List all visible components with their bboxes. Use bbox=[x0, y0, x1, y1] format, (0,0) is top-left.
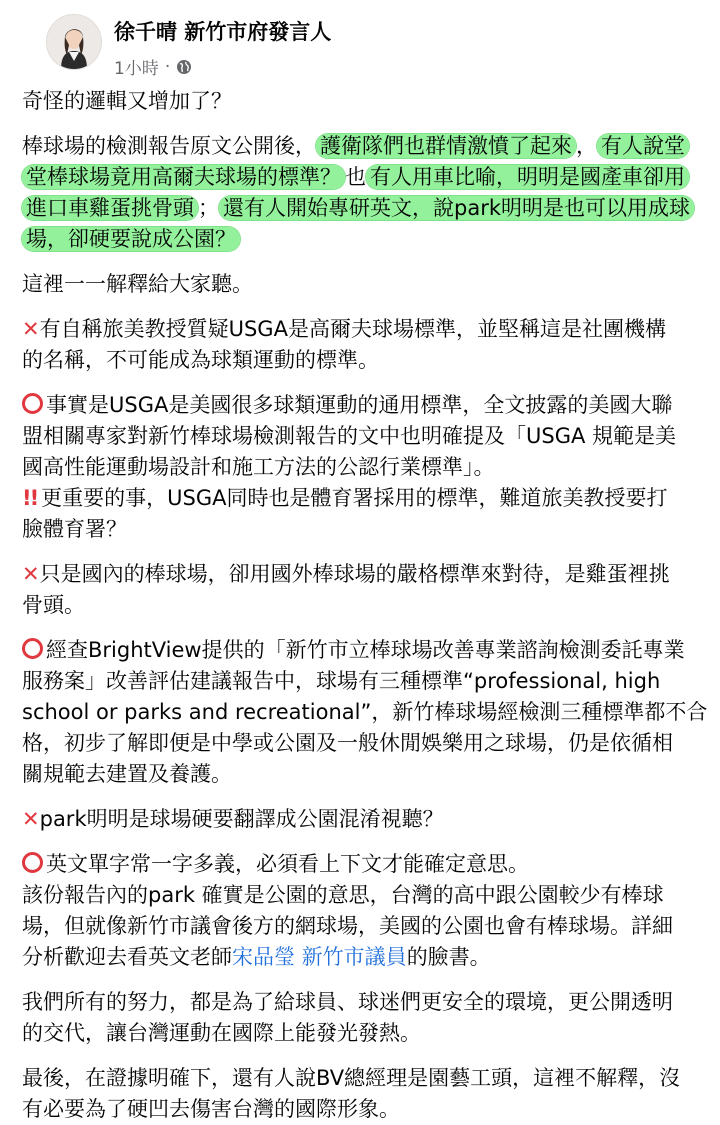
text-line bbox=[22, 849, 702, 880]
paragraph-effort bbox=[22, 987, 702, 1049]
post-body bbox=[22, 86, 708, 1125]
post-meta bbox=[114, 54, 192, 79]
text-line bbox=[22, 314, 702, 345]
text-segment: 有自稱旅美教授質疑USGA是高爾夫球場標準，並堅稱這是社團機構 bbox=[39, 317, 666, 341]
text-line bbox=[22, 162, 702, 193]
text-line: 的名稱，不可能成為球類運動的標準。 bbox=[22, 348, 379, 372]
avatar[interactable] bbox=[46, 14, 102, 70]
text-line: 該份報告內的park 確實是公園的意思，台灣的高中跟公園較少有棒球 bbox=[22, 883, 664, 907]
globe-icon[interactable] bbox=[176, 59, 192, 75]
paragraph-fact-brightview bbox=[22, 635, 708, 790]
highlighted-text: 有人說堂 bbox=[597, 134, 689, 158]
text-line: 格，初步了解即便是中學或公園及一般休閒娛樂用之球場，仍是依循相 bbox=[22, 731, 673, 755]
text-line: 有必要為了硬凹去傷害台灣的國際形象。 bbox=[22, 1097, 400, 1121]
text-line: 我們所有的努力，都是為了給球員、球迷們更安全的環境，更公開透明 bbox=[22, 990, 673, 1014]
text-segment: 事實是USGA是美國很多球類運動的通用標準，全文披露的美國大聯 bbox=[46, 393, 673, 417]
highlighted-text: 有人用車比喻，明明是國產車卻用 bbox=[366, 165, 689, 189]
text-segment: 經查BrightView提供的「新竹市立棒球場改善專業諮詢檢測委託專業 bbox=[46, 638, 685, 662]
double-exclamation-icon: !! bbox=[22, 486, 38, 510]
paragraph-summary bbox=[22, 131, 702, 255]
cross-mark-icon: ✕ bbox=[22, 317, 40, 341]
text-segment: 分析歡迎去看英文老師 bbox=[22, 945, 232, 969]
text-line: 場，但就像新竹市議會後方的網球場，美國的公園也會有棒球場。詳細 bbox=[22, 914, 673, 938]
highlighted-text: 護衛隊們也群情激憤了起來 bbox=[316, 134, 576, 158]
meta-separator: · bbox=[164, 56, 171, 77]
text-segment: 棒球場的檢測報告原文公開後， bbox=[22, 134, 316, 158]
text-segment: ， bbox=[576, 134, 597, 158]
highlighted-text: 堂棒球場竟用高爾夫球場的標準？ bbox=[22, 165, 345, 189]
text-line bbox=[22, 635, 702, 666]
text-line: 骨頭。 bbox=[22, 593, 85, 617]
text-segment: 的臉書。 bbox=[406, 945, 491, 969]
post-header bbox=[22, 0, 702, 86]
circle-mark-icon bbox=[22, 852, 43, 873]
text-line: 關規範去建置及養護。 bbox=[22, 762, 232, 786]
paragraph-claim-park bbox=[22, 804, 702, 835]
highlighted-text: 場，卻硬要說成公園？ bbox=[22, 227, 240, 251]
avatar-portrait-icon bbox=[47, 15, 101, 69]
text-line: school or parks and recreational”，新竹棒球場經檢測三種標準都不合 bbox=[22, 700, 708, 724]
text-line bbox=[22, 224, 702, 255]
mention-link[interactable]: 宋品瑩 新竹市議員 bbox=[232, 945, 407, 969]
highlighted-text: 進口車雞蛋挑骨頭 bbox=[22, 196, 198, 220]
paragraph-fact-usga bbox=[22, 390, 702, 545]
text-line bbox=[22, 390, 702, 421]
paragraph-explain bbox=[22, 269, 702, 300]
text-line: 奇怪的邏輯又增加了？ bbox=[22, 89, 232, 113]
paragraph-intro bbox=[22, 86, 702, 117]
text-line: 臉體育署？ bbox=[22, 517, 127, 541]
text-segment: 更重要的事，USGA同時也是體育署採用的標準，難道旅美教授要打 bbox=[41, 486, 668, 510]
text-line bbox=[22, 559, 702, 590]
text-line: 服務案」改善評估建議報告中，球場有三種標準“professional, high bbox=[22, 669, 661, 693]
text-segment: 也 bbox=[345, 165, 366, 189]
text-line bbox=[22, 483, 702, 514]
text-line bbox=[22, 804, 702, 835]
text-segment: ； bbox=[198, 196, 219, 220]
text-line bbox=[22, 942, 702, 973]
circle-mark-icon bbox=[22, 393, 43, 414]
cross-mark-icon: ✕ bbox=[22, 807, 40, 831]
highlighted-text: 還有人開始專研英文，說park明明是也可以用成球 bbox=[219, 196, 694, 220]
post-time[interactable]: 1小時 bbox=[114, 59, 159, 79]
circle-mark-icon bbox=[22, 638, 43, 659]
text-line bbox=[22, 131, 702, 162]
paragraph-fact-park bbox=[22, 849, 702, 973]
text-segment: 英文單字常一字多義，必須看上下文才能確定意思。 bbox=[46, 852, 529, 876]
text-line: 這裡一一解釋給大家聽。 bbox=[22, 272, 253, 296]
text-line bbox=[22, 193, 702, 224]
text-segment: 只是國內的棒球場，卻用國外棒球場的嚴格標準來對待，是雞蛋裡挑 bbox=[39, 562, 670, 586]
text-line: 的交代，讓台灣運動在國際上能發光發熱。 bbox=[22, 1021, 421, 1045]
author-name[interactable]: 徐千晴 新竹市府發言人 bbox=[114, 20, 332, 44]
paragraph-claim-usga bbox=[22, 314, 702, 376]
text-segment: park明明是球場硬要翻譯成公園混淆視聽？ bbox=[39, 807, 444, 831]
cross-mark-icon: ✕ bbox=[22, 562, 40, 586]
paragraph-claim-domestic bbox=[22, 559, 702, 621]
paragraph-closing bbox=[22, 1063, 702, 1125]
text-line: 盟相關專家對新竹棒球場檢測報告的文中也明確提及「USGA 規範是美 bbox=[22, 424, 677, 448]
text-line: 國高性能運動場設計和施工方法的公認行業標準」。 bbox=[22, 455, 495, 479]
text-line: 最後，在證據明確下，還有人說BV總經理是園藝工頭，這裡不解釋，沒 bbox=[22, 1066, 681, 1090]
